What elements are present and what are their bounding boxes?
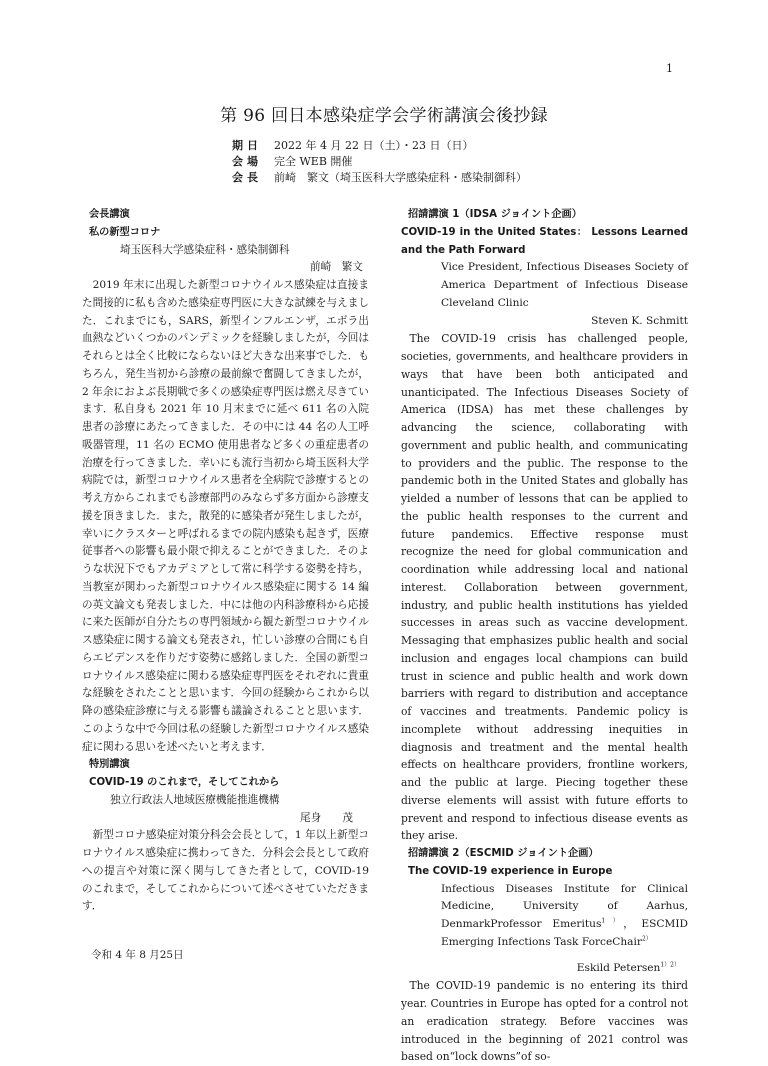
affiliation-superscript: 1） [601, 917, 624, 925]
info-row-date [232, 138, 527, 154]
lecture-title: 私の新型コロナ [89, 226, 161, 238]
abstract-invited-lecture-1 [401, 206, 688, 845]
info-value: 完全 WEB 開催 [274, 155, 353, 168]
affiliation-text: Infectious Diseases Institute for Clinical Medicine, University of Aarhus, DenmarkProfessor Emeritus [441, 882, 688, 930]
lecture-author [401, 960, 688, 978]
lecture-category: 招請講演 1（IDSA ジョイント企画） [408, 209, 582, 220]
info-row-venue [232, 154, 527, 170]
lecture-affiliation: 埼玉医科大学感染症科・感染制御科 [120, 243, 290, 256]
right-column [401, 206, 688, 1066]
lecture-category: 会長講演 [89, 209, 130, 220]
lecture-author: 尾身 茂 [300, 811, 353, 824]
info-value: 前崎 繁文（埼玉医科大学感染症科・感染制御科） [274, 171, 527, 184]
info-row-president [232, 170, 527, 186]
info-label: 期日 [232, 139, 262, 152]
info-value: 2022 年 4 月 22 日（土）・23 日（日） [274, 139, 474, 152]
lecture-body: The COVID-19 pandemic is no entering its third year. Countries in Europe has opted for a control not an eradication strategy. Before vaccines was introduced in the beginning of 2021 control was based on“lock downs”of so- [401, 979, 688, 1064]
conference-info [232, 138, 527, 186]
lecture-title: COVID-19 のこれまで，そしてこれから [89, 777, 280, 788]
footer-date: 令和 4 年 8 月25日 [91, 949, 184, 961]
lecture-category: 特別講演 [89, 759, 130, 771]
page-number: 1 [666, 62, 673, 75]
lecture-affiliation: Vice President, Infectious Diseases Society of America Department of Infectious Disease Cleveland Clinic [441, 261, 688, 309]
info-label: 会長 [232, 171, 262, 184]
lecture-body: 新型コロナ感染症対策分科会会長として，1 年以上新型コロナウイルス感染症に携わってきた．分科会会長として政府への提言や対策に深く関与してきた者として，COVID-19 のこれまで，そしてこれからについて述べさせていただきます． [82, 829, 369, 913]
lecture-author: Steven K. Schmitt [591, 314, 688, 327]
left-column [82, 206, 369, 916]
lecture-author: 前崎 繁文 [310, 261, 363, 274]
info-label: 会場 [232, 155, 262, 168]
lecture-affiliation: 独立行政法人地域医療機能推進機構 [110, 793, 280, 806]
affiliation-text: ，ESCMID Emerging Infections Task ForceChair [441, 918, 688, 948]
lecture-body: 2019 年末に出現した新型コロナウイルス感染症は直接また間接的に私も含めた感染症専門医に大きな試練を与えました．これまでにも，SARS，新型インフルエンザ，エボラ出血熱などいくつかのパンデミックを経験しましたが，今回はそれらとは全く比較にならないほど大きな出来事でした．もちろん，発生当初から診療の最前線で奮闘してきましたが，2 年余におよぶ長期戦で多くの感染症専門医は燃え尽きています．私自身も 2021 年 10 月末までに延べ 611 名の入院患者の診療にあたってきました．その中には 44 名の人工呼吸器管理，11 名の ECMO 使用患者など多くの重症患者の治療を行ってきました．幸いにも流行当初から埼玉医科大学病院では，新型コロナウイルス患者を全病院で診療するとの考え方からこれまでも診療部門のみならず多方面から診療支援を頂きました．また，散発的に感染者が発生しましたが，幸いにクラスターと呼ばれるまでの院内感染も起きず，医療従事者への影響も最小限で抑えることができました．そのような状況下でもアカデミアとして常に科学する姿勢を持ち，当教室が関わった新型コロナウイルス感染症に関する 14 編の英文論文も発表しました．中には他の内科診療科から応援に来た医師が自分たちの専門領域から観た新型コロナウイルス感染症に関する論文も発表され，忙しい診療の合間にも自らエビデンスを作りだす姿勢に感銘しました．全国の新型コロナウイルス感染症に関わる感染症専門医をそれぞれに貴重な経験をされたことと思います．今回の経験からこれから以降の感染症診療に与える影響も議論されることと思います．このような中で今回は私の経験した新型コロナウイルス感染症に関わる思いを述べたいと考えます． [82, 279, 369, 753]
abstract-special-lecture [82, 756, 369, 916]
lecture-category: 招請講演 2（ESCMID ジョイント企画） [408, 848, 599, 859]
lecture-body: The COVID-19 crisis has challenged people, societies, governments, and healthcare providers in ways that have been both anticipated and unanticipated. The Infectious Diseases Society of America (IDSA) has met these challenges by advancing the science, collaborating with government and public health, and communicating to providers and the public. The response to the pandemic both in the United States and globally has yielded a number of lessons that can be applied to the public health responses to the current and future pandemics. Effective response must recognize the need for global communication and coordination while addressing local and national interest. Collaboration between government, industry, and public health institutions has yielded successes in areas such as vaccine development. Messaging that emphasizes public health and social inclusion and engages local champions can build trust in science and public health and work down barriers with regard to distribution and acceptance of vaccines and treatments. Pandemic policy is incomplete without addressing inequities in diagnosis and treatment and the mental health effects on healthcare providers, frontline workers, and the public at large. Piecing together these diverse elements will assist with future efforts to prevent and respond to infectious disease events as they arise. [401, 332, 688, 843]
lecture-title: COVID-19 in the United States： Lessons Learned and the Path Forward [401, 226, 688, 256]
lecture-title: The COVID-19 experience in Europe [408, 865, 613, 877]
abstract-presidential-lecture [82, 206, 369, 756]
lecture-affiliation [401, 881, 688, 952]
affiliation-superscript: 2） [641, 935, 652, 943]
author-superscript: 1）2） [660, 960, 680, 968]
page-title: 第 96 回日本感染症学会学術講演会後抄録 [220, 106, 548, 126]
author-name: Eskild Petersen [576, 961, 661, 974]
abstract-invited-lecture-2 [401, 845, 688, 1066]
